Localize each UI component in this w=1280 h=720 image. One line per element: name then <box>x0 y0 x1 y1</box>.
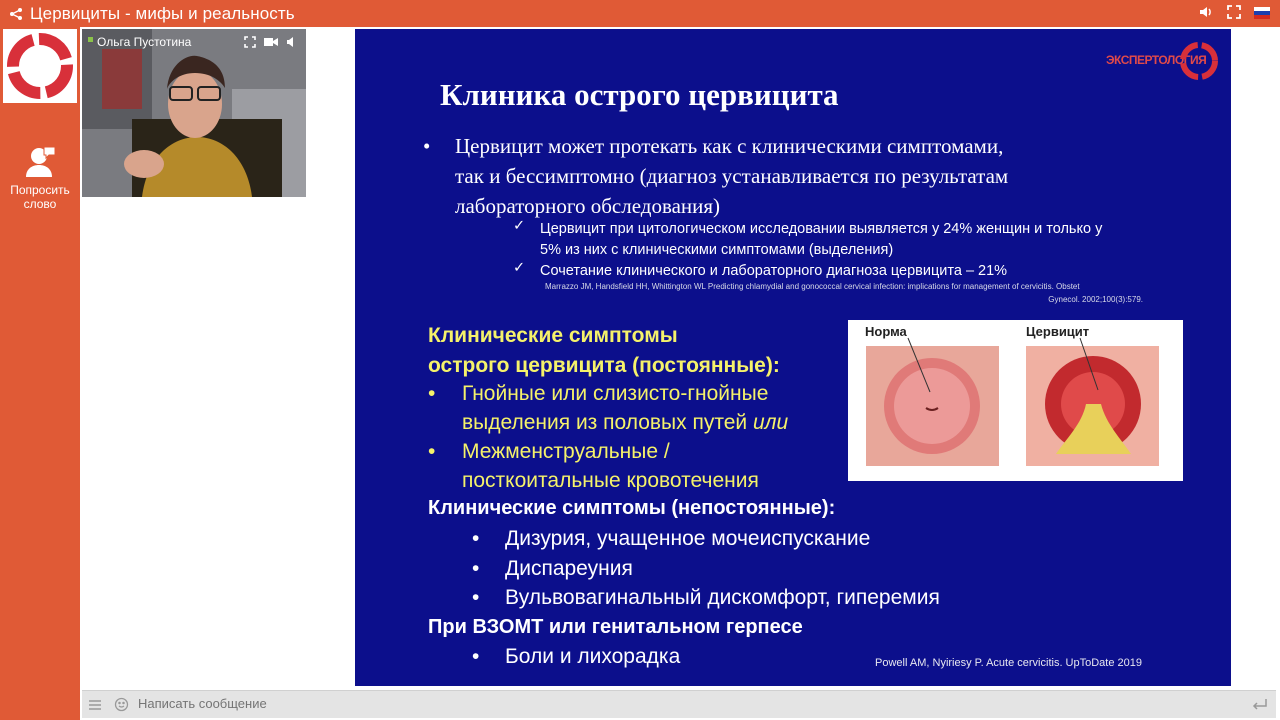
bullet-mark: • <box>428 440 436 463</box>
white-item-text: Диспареуния <box>505 556 633 580</box>
citation-line: Marrazzo JM, Handsfield HH, Whittington WL Predicting chlamydial and gonococcal cervical infection: implications for management of cervicitis. Obstet <box>545 282 1080 291</box>
message-bar <box>82 690 1276 718</box>
white-item-text: Вульвовагинальный дискомфорт, гиперемия <box>505 586 940 609</box>
language-flag-icon[interactable] <box>1254 6 1270 24</box>
figure-label-normal: Норма <box>865 324 907 339</box>
white-list-item <box>472 642 680 672</box>
brand-logo <box>1106 39 1221 83</box>
bullet-mark: • <box>472 527 480 550</box>
white-item-text: Боли и лихорадка <box>505 645 681 668</box>
speaker-video[interactable] <box>82 29 306 197</box>
bullet-mark: • <box>428 382 436 405</box>
yellow-heading-line: острого цервицита (постоянные): <box>428 354 780 377</box>
bullet-mark: • <box>472 645 480 668</box>
figure-label-cervicitis: Цервицит <box>1026 324 1090 339</box>
yellow-list <box>428 379 788 495</box>
yellow-item-italic: или <box>753 411 789 434</box>
yellow-item-line: Межменструальные / <box>462 440 670 463</box>
white-heading-2: При ВЗОМТ или генитальном герпесе <box>428 616 803 638</box>
white-item-text: Дизурия, учащенное мочеиспускание <box>505 527 871 550</box>
share-icon[interactable] <box>9 7 23 21</box>
white-list-2 <box>472 642 680 672</box>
bullet-mark: • <box>423 134 431 158</box>
white-list-item <box>472 583 940 613</box>
main-bullet-line: Цервицит может протекать как с клиническими симптомами, <box>455 134 1004 158</box>
yellow-heading <box>428 321 780 381</box>
yellow-list-item <box>428 379 788 437</box>
yellow-item-text: выделения из половых путей <box>462 411 753 434</box>
speaker-video-frame <box>82 29 306 197</box>
message-input[interactable] <box>138 696 1038 711</box>
camera-icon[interactable] <box>264 35 278 53</box>
top-bar <box>0 0 1280 27</box>
send-enter-icon[interactable] <box>1252 698 1268 712</box>
window-title: Цервициты - мифы и реальность <box>30 3 295 23</box>
citation <box>545 280 1143 306</box>
yellow-item-line <box>462 408 788 437</box>
check-mark-icon: ✓ <box>513 260 526 276</box>
raise-hand-button[interactable] <box>0 145 80 211</box>
speaker-status-dot <box>88 37 93 42</box>
check-item <box>513 219 1153 261</box>
main-bullet-line: так и бессимптомно (диагноз устанавливается по результатам <box>455 164 1009 188</box>
bullet-mark: • <box>472 556 480 580</box>
brand-text: ЭКСПЕРТОЛОГИЯ <box>1106 53 1207 67</box>
slide-title: Клиника острого цервицита <box>440 77 839 112</box>
emoji-icon[interactable] <box>114 697 129 712</box>
check-mark-icon: ✓ <box>513 218 526 234</box>
main-bullet <box>423 131 1143 221</box>
raise-hand-label: Попросить слово <box>10 183 70 211</box>
cervix-figure <box>848 320 1183 481</box>
main-bullet-line: лабораторного обследования) <box>455 194 721 218</box>
presentation-slide <box>355 29 1231 686</box>
white-heading-1: Клинические симптомы (непостоянные): <box>428 497 836 519</box>
yellow-item-line: посткоитальные кровотечения <box>462 469 759 492</box>
yellow-item-line: Гнойные или слизисто-гнойные <box>462 382 769 405</box>
white-list-1 <box>472 524 940 613</box>
logo <box>3 29 77 103</box>
reference: Powell AM, Nyiriesy P. Acute cervicitis. UpToDate 2019 <box>875 657 1142 669</box>
check-item-line: Сочетание клинического и лабораторного диагноза цервицита – 21% <box>540 263 1008 279</box>
bullet-mark: • <box>472 586 480 609</box>
menu-icon[interactable] <box>88 698 102 712</box>
speaker-name: Ольга Пустотина <box>97 35 192 49</box>
fullscreen-icon[interactable] <box>1226 4 1242 25</box>
cervix-illustration <box>848 320 1183 481</box>
video-volume-icon[interactable] <box>286 35 298 53</box>
left-sidebar <box>0 27 80 720</box>
yellow-heading-line: Клинические симптомы <box>428 324 678 347</box>
check-list <box>513 219 1153 282</box>
volume-icon[interactable] <box>1198 4 1214 25</box>
brand-mark-icon <box>1177 39 1221 83</box>
yellow-list-item <box>428 437 788 495</box>
check-item <box>513 261 1153 282</box>
check-item-line: Цервицит при цитологическом исследовании выявляется у 24% женщин и только у <box>540 221 1103 237</box>
video-fullscreen-icon[interactable] <box>244 35 256 53</box>
citation-line: Gynecol. 2002;100(3):579. <box>1048 295 1143 304</box>
white-list-item <box>472 524 940 554</box>
check-item-line: 5% из них с клиническими симптомами (выделения) <box>540 242 894 258</box>
white-list-item <box>472 554 940 584</box>
raise-hand-icon <box>22 145 58 179</box>
